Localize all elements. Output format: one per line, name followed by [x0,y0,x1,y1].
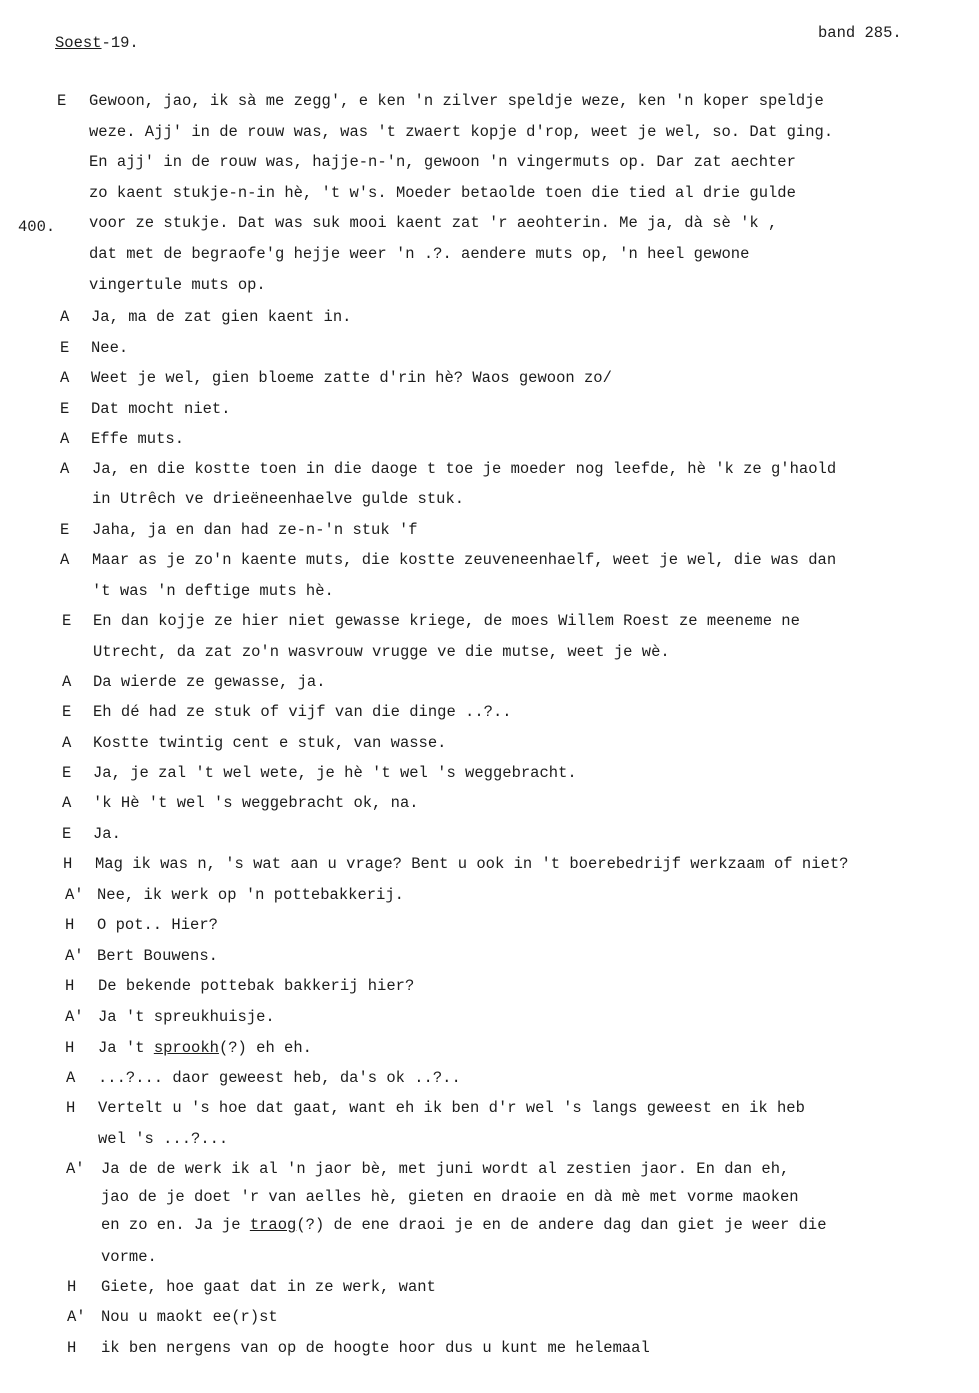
turn-line: Nou u maokt ee(r)st [101,1308,278,1326]
speaker-label: A [60,460,70,478]
speaker-label: H [65,977,75,995]
speaker-label: A [62,673,72,691]
turn-line: Mag ik was n, 's wat aan u vrage? Bent u ook in 't boerebedrijf werkzaam of niet? [95,855,849,873]
turn-line: Ja de de werk ik al 'n jaor bè, met juni wordt al zestien jaor. En dan eh, [101,1160,790,1178]
speaker-label: E [62,703,72,721]
turn-line: Giete, hoe gaat dat in ze werk, want [101,1278,436,1296]
turn-line: 't was 'n deftige muts hè. [92,582,334,600]
turn-line: Jaha, ja en dan had ze-n-'n stuk 'f [92,521,418,539]
speaker-label: A [60,369,70,387]
turn-line: voor ze stukje. Dat was suk mooi kaent zat 'r aeohterin. Me ja, dà sè 'k , [89,214,778,232]
turn-line: O pot.. Hier? [97,916,218,934]
turn-line: in Utrêch ve drieëneenhaelve gulde stuk. [92,490,465,508]
turn-line: Kostte twintig cent e stuk, van wasse. [93,734,447,752]
turn-line: vingertule muts op. [89,276,266,294]
place-name: Soest [55,34,102,52]
speaker-label: A [62,734,72,752]
turn-line: weze. Ajj' in de rouw was, was 't zwaert kopje d'rop, weet je wel, so. Dat ging. [89,123,834,141]
page-number: -19. [101,34,139,52]
speaker-label: H [65,916,75,934]
turn-line: En ajj' in de rouw was, hajje-n-'n, gewoon 'n vingermuts op. Dar zat aechter [89,153,796,171]
speaker-label: E [60,400,70,418]
turn-line: vorme. [101,1248,157,1266]
turn-line: Nee. [91,339,129,357]
turn-line: Eh dé had ze stuk of vijf van die dinge ..?.. [93,703,512,721]
speaker-label: E [62,612,72,630]
speaker-label: A [66,1069,76,1087]
turn-line: Ja. [93,825,121,843]
speaker-label: E [62,825,72,843]
speaker-label: H [67,1339,77,1357]
speaker-label: A' [65,1008,84,1026]
page-header-left [55,34,139,52]
turn-line: 'k Hè 't wel 's weggebracht ok, na. [93,794,419,812]
turn-line: zo kaent stukje-n-in hè, 't w's. Moeder betaolde toen die tied al drie gulde [89,184,796,202]
speaker-label: H [63,855,73,873]
turn-line: Nee, ik werk op 'n pottebakkerij. [97,886,404,904]
speaker-label: A [60,430,70,448]
speaker-label: H [66,1099,76,1117]
turn-line: Vertelt u 's hoe dat gaat, want eh ik ben d'r wel 's langs geweest en ik heb [98,1099,805,1117]
turn-line: ik ben nergens van op de hoogte hoor dus u kunt me helemaal [101,1339,650,1357]
turn-line: Dat mocht niet. [91,400,231,418]
turn-line: Bert Bouwens. [97,947,218,965]
turn-line: Weet je wel, gien bloeme zatte d'rin hè? Waos gewoon zo/ [91,369,612,387]
speaker-label: A' [65,886,84,904]
line-marker: 400. [18,218,56,236]
turn-line: Ja 't spreukhuisje. [98,1008,275,1026]
speaker-label: E [62,764,72,782]
turn-line: Ja, je zal 't wel wete, je hè 't wel 's weggebracht. [93,764,577,782]
speaker-label: A' [67,1308,86,1326]
turn-line: en zo en. Ja je traog(?) de ene draoi je en de andere dag dan giet je weer die [101,1216,827,1234]
turn-line: wel 's ...?... [98,1130,229,1148]
turn-line: ...?... daor geweest heb, da's ok ..?.. [98,1069,461,1087]
speaker-label: H [67,1278,77,1296]
turn-line: De bekende pottebak bakkerij hier? [98,977,415,995]
speaker-label: E [57,92,67,110]
speaker-label: A [62,794,72,812]
turn-line: jao de je doet 'r van aelles hè, gieten en draoie en dà mè met vorme maoken [101,1188,799,1206]
turn-line: dat met de begraofe'g hejje weer 'n .?. aendere muts op, 'n heel gewone [89,245,750,263]
turn-line: Maar as je zo'n kaente muts, die kostte zeuveneenhaelf, weet je wel, die was dan [92,551,837,569]
speaker-label: A [60,551,70,569]
tape-number: band 285. [818,24,902,42]
speaker-label: E [60,339,70,357]
speaker-label: A' [65,947,84,965]
turn-line: Da wierde ze gewasse, ja. [93,673,326,691]
turn-line: Utrecht, da zat zo'n wasvrouw vrugge ve die mutse, weet je wè. [93,643,670,661]
speaker-label: A' [66,1160,85,1178]
speaker-label: H [65,1039,75,1057]
turn-line: Gewoon, jao, ik sà me zegg', e ken 'n zilver speldje weze, ken 'n koper speldje [89,92,824,110]
speaker-label: E [60,521,70,539]
turn-line: Ja 't sprookh(?) eh eh. [98,1039,312,1057]
turn-line: Effe muts. [91,430,185,448]
turn-line: Ja, ma de zat gien kaent in. [91,308,352,326]
turn-line: Ja, en die kostte toen in die daoge t toe je moeder nog leefde, hè 'k ze g'haold [92,460,837,478]
turn-line: En dan kojje ze hier niet gewasse kriege, de moes Willem Roest ze meeneme ne [93,612,800,630]
speaker-label: A [60,308,70,326]
